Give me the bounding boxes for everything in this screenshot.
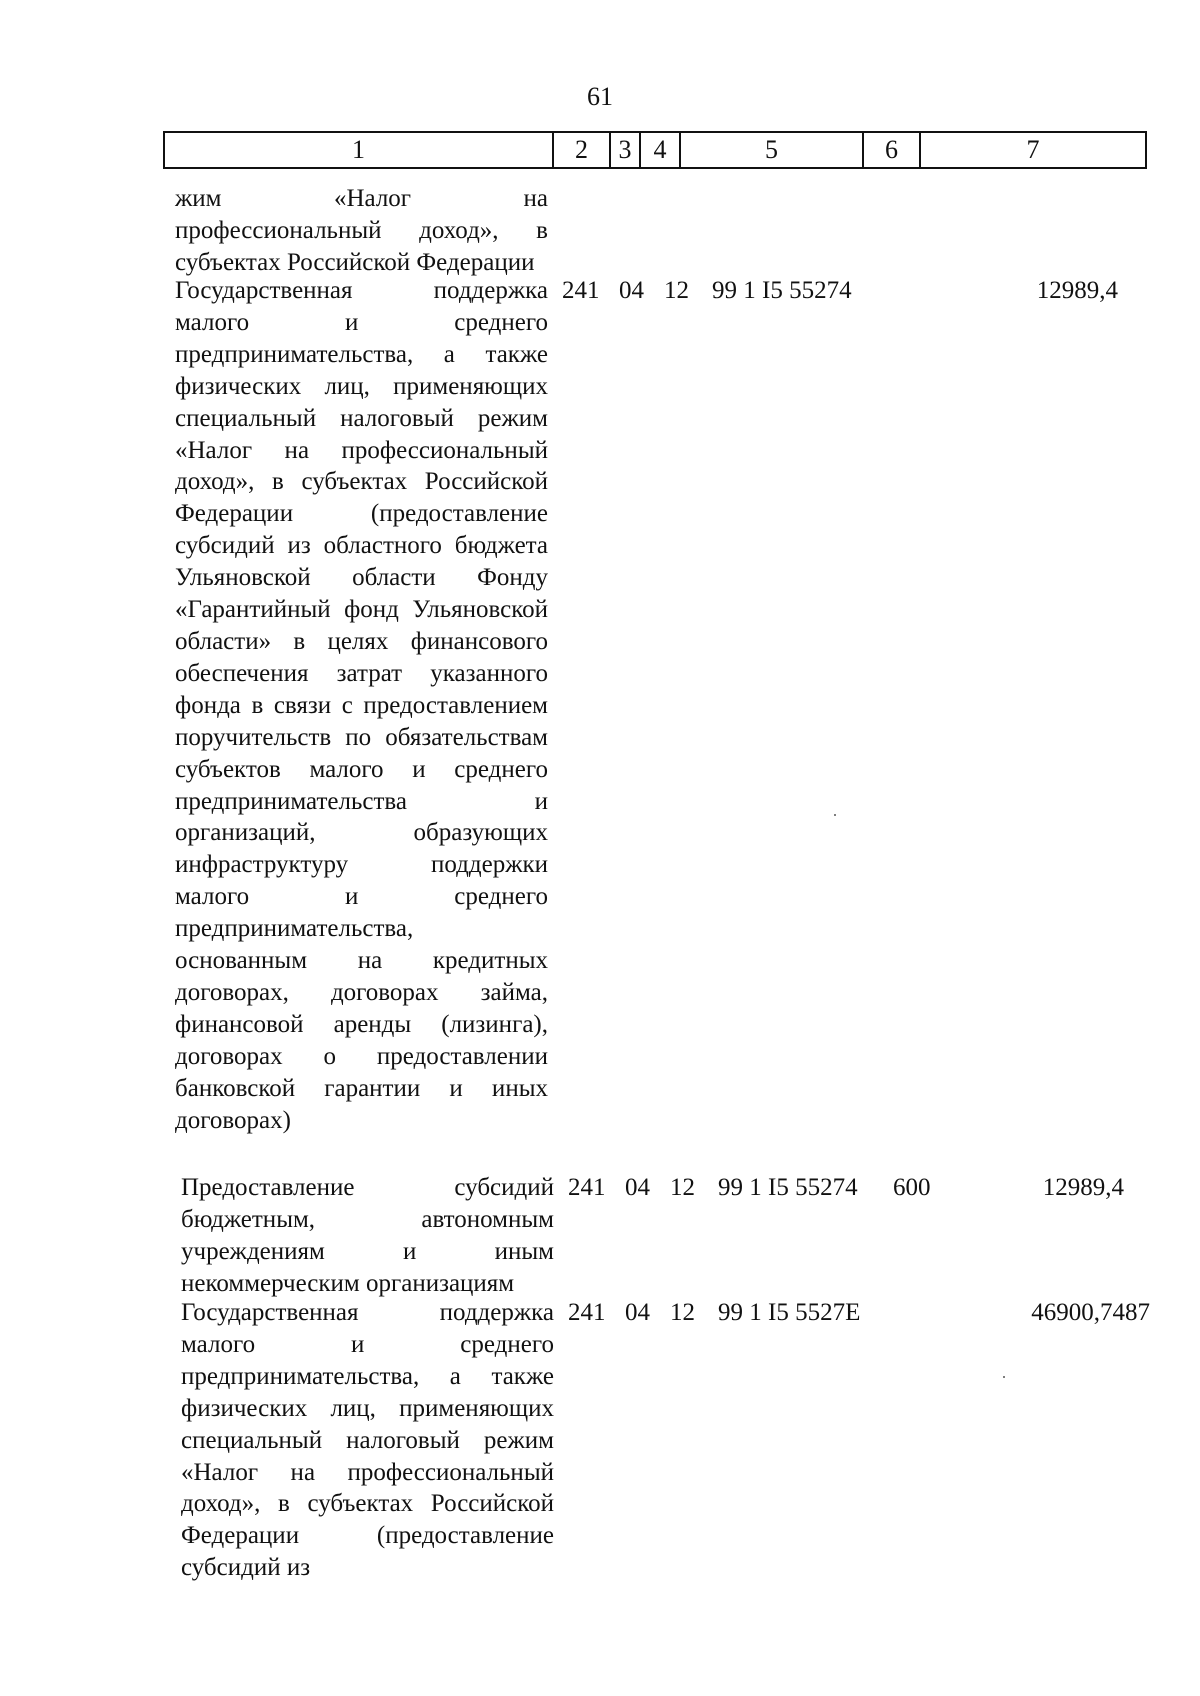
row-target-code: 99 1 I5 55274	[718, 1174, 858, 1201]
column-header-3: 3	[611, 133, 641, 167]
row-amount: 12989,4	[1036, 277, 1118, 304]
row-expense-code: 600	[893, 1174, 931, 1201]
row-section-code: 04	[625, 1174, 650, 1201]
row-admin-code: 241	[568, 1299, 606, 1326]
row-admin-code: 241	[568, 1174, 606, 1201]
row-subsection-code: 12	[670, 1174, 695, 1201]
column-header-7: 7	[1026, 135, 1040, 164]
row-target-code: 99 1 I5 55274	[712, 277, 852, 304]
row-section-code: 04	[625, 1299, 650, 1326]
row-amount: 12989,4	[1042, 1174, 1124, 1201]
scan-speck	[834, 814, 836, 816]
column-header-6: 6	[864, 133, 921, 167]
row-admin-code: 241	[562, 277, 600, 304]
column-header-5: 5	[681, 133, 864, 167]
row-description: жим «Налог на профессиональный доход», в субъектах Российской Федерации	[175, 185, 548, 276]
column-header-1: 1	[165, 133, 554, 167]
row-target-code: 99 1 I5 5527E	[718, 1299, 861, 1326]
row-section-code: 04	[619, 277, 644, 304]
row-amount: 46900,7487	[1031, 1299, 1150, 1326]
scan-speck	[1003, 1376, 1005, 1378]
page-number: 61	[587, 82, 613, 111]
row-subsection-code: 12	[664, 277, 689, 304]
table-header	[163, 131, 1147, 169]
row-description: Предоставление субсидий бюджетным, автономным учреждениям и иным некоммерческим организациям	[181, 1174, 554, 1297]
row-subsection-code: 12	[670, 1299, 695, 1326]
column-header-4: 4	[641, 133, 681, 167]
row-description: Государственная поддержка малого и среднего предпринимательства, а также физических лиц, применяющих специальный налоговый режим «Налог на профессиональный доход», в субъектах Российской Федерации (предоставление субсидий из областного бюджета Ульяновской области Фонду «Гарантийный фонд Ульяновской области» в целях финансового обеспечения затрат указанного фонда в связи с предоставлением поручительств по обязательствам субъектов малого и среднего предпринимательства и организаций, образующих инфраструктуру поддержки малого и среднего предпринимательства, основанным на кредитных договорах, договорах займа, финансовой аренды (лизинга), договорах о предоставлении банковской гарантии и иных договорах)	[175, 277, 548, 1134]
row-description: Государственная поддержка малого и среднего предпринимательства, а также физических лиц, применяющих специальный налоговый режим «Налог на профессиональный доход», в субъектах Российской Федерации (предоставление субсидий из	[181, 1299, 554, 1582]
column-header-2: 2	[554, 133, 611, 167]
